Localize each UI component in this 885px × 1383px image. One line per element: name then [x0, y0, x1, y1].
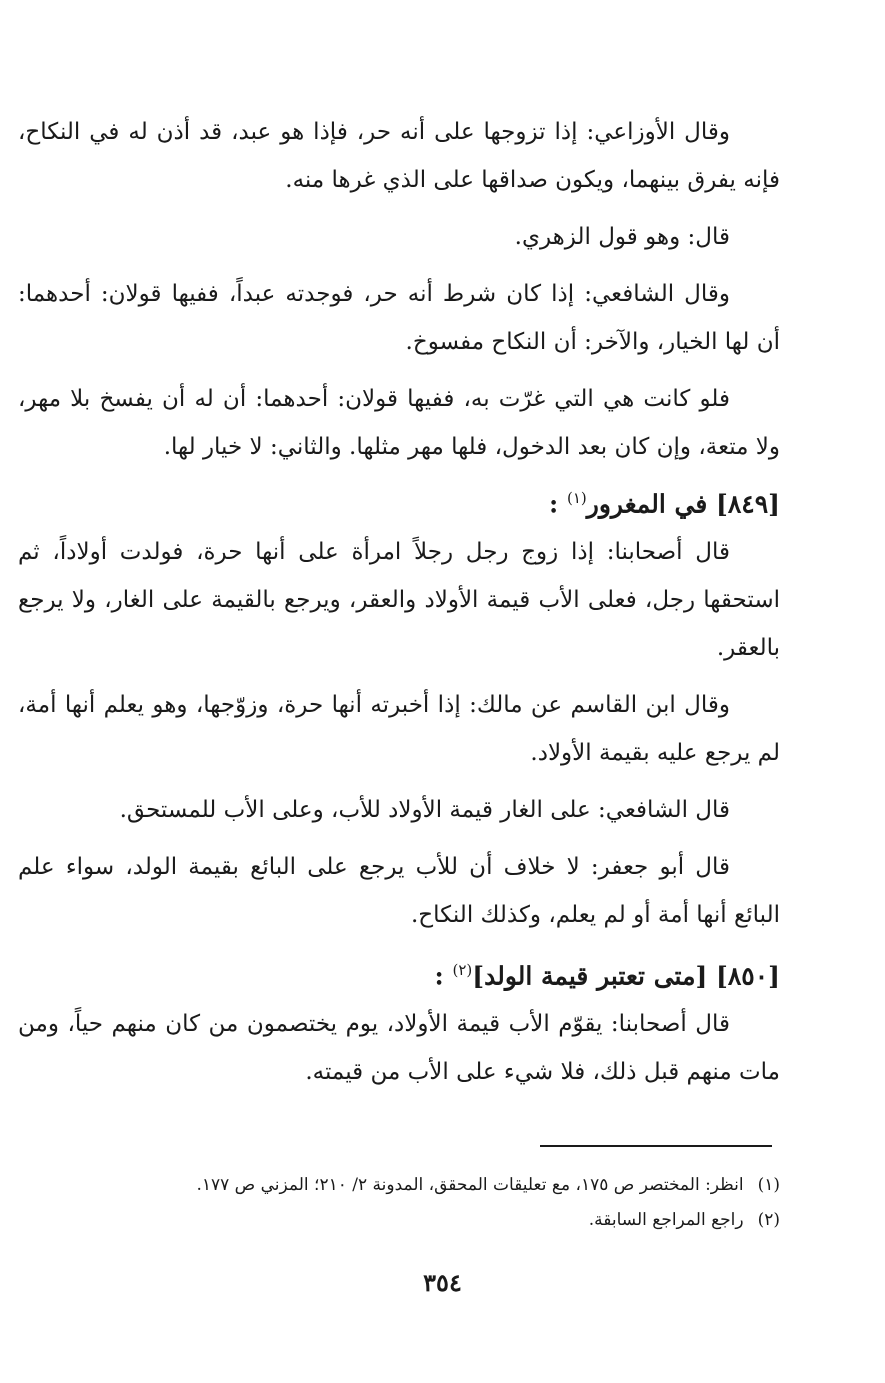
footnote-divider [540, 1145, 772, 1147]
footnote-1 [30, 1168, 780, 1203]
text-block-3 [18, 1000, 780, 1096]
text-block-2 [18, 528, 780, 939]
paragraph-abu-jafar: قال أبو جعفر: لا خلاف أن للأب يرجع على البائع بقيمة الولد، سواء علم البائع أنها أمة أو لم يعلم، وكذلك النكاح. [18, 854, 780, 928]
paragraph-shafii: وقال الشافعي: إذا كان شرط أنه حر، فوجدته عبداً، ففيها قولان: أحدهما: أن لها الخيار، والآخر: أن النكاح مفسوخ. [18, 281, 780, 355]
section-number: [٨٥٠] [716, 961, 780, 991]
heading-colon: : [434, 961, 444, 991]
footnote-2 [30, 1203, 780, 1238]
footnote-marker[interactable]: (٢) [452, 961, 473, 979]
paragraph-ibn-qasim: وقال ابن القاسم عن مالك: إذا أخبرته أنها حرة، وزوّجها، وهو يعلم أنها أمة، لم يرجع عليه بقيمة الأولاد. [18, 692, 780, 766]
section-heading-849 [18, 478, 780, 524]
paragraph-shafii-2: قال الشافعي: على الغار قيمة الأولاد للأب، وعلى الأب للمستحق. [119, 797, 730, 823]
section-title: في المغرور [586, 489, 708, 519]
text-block-1 [18, 108, 780, 471]
footnote-text: راجع المراجع السابقة. [588, 1210, 744, 1230]
paragraph-zuhri: قال: وهو قول الزهري. [514, 224, 730, 250]
paragraph-ashabuna-2: قال أصحابنا: يقوّم الأب قيمة الأولاد، يوم يختصمون من كان منهم حياً، ومن مات منهم قبل ذلك، فلا شيء على الأب من قيمته. [18, 1011, 780, 1085]
paragraph-awzai: وقال الأوزاعي: إذا تزوجها على أنه حر، فإذا هو عبد، قد أذن له في النكاح، فإنه يفرق بينهما، ويكون صداقها على الذي غرها منه. [18, 119, 780, 193]
footnote-text: انظر: المختصر ص ١٧٥، مع تعليقات المحقق، المدونة ٢/ ٢١٠؛ المزني ص ١٧٧. [196, 1175, 744, 1195]
section-title: [متى تعتبر قيمة الولد] [472, 961, 708, 991]
section-heading-850 [18, 950, 780, 996]
heading-colon: : [549, 489, 559, 519]
paragraph-ghurrat: فلو كانت هي التي غرّت به، ففيها قولان: أحدهما: أن له أن يفسخ بلا مهر، ولا متعة، وإن كان بعد الدخول، فلها مهر مثلها. والثاني: لا خيار لها. [18, 386, 780, 460]
paragraph-ashabuna-1: قال أصحابنا: إذا زوج رجل رجلاً امرأة على أنها حرة، فولدت أولاداً، ثم استحقها رجل، فعلى الأب قيمة الأولاد والعقر، ويرجع بالقيمة على الغار، ولا يرجع بالعقر. [18, 539, 780, 661]
footnote-number: (١) [757, 1175, 780, 1195]
footnotes [30, 1168, 780, 1238]
footnote-number: (٢) [757, 1210, 780, 1230]
footnote-marker[interactable]: (١) [567, 489, 587, 507]
page-number: ٣٥٤ [423, 1268, 462, 1297]
section-number: [٨٤٩] [716, 489, 780, 519]
